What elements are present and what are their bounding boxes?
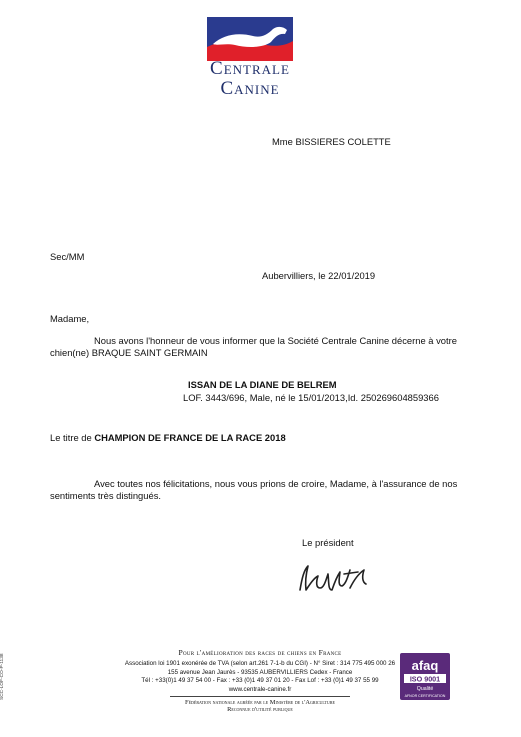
reference-code: Sec/MM [50,251,85,262]
afaq-badge-icon [400,653,450,700]
recipient-name: Mme BISSIERES COLETTE [272,136,391,147]
afaq-standard: ISO 9001 [409,674,441,684]
title-award: CHAMPION DE FRANCE DE LA RACE 2018 [94,432,286,443]
afaq-brand: afaq [411,658,439,673]
signature-image [292,560,374,598]
intro-line-1: Nous avons l'honneur de vous informer que la Société Centrale Canine décerne à votre [94,335,457,346]
signatory-title: Le président [302,537,354,548]
dog-name: ISSAN DE LA DIANE DE BELREM [188,379,337,390]
document-side-code: SCC-LOF-CO-P-1138 [0,653,5,700]
dog-details: LOF. 3443/696, Male, né le 15/01/2013,Id. 250269604859366 [183,392,439,403]
afaq-label: Qualité [416,686,434,692]
footer-line-2: 155 avenue Jean Jaurès - 93535 AUBERVILLIERS Cedex - France [167,669,353,676]
title-line [50,432,286,443]
footer-public-utility: Reconnue d'utilité publique [227,706,293,713]
logo-text-line1: Centrale [210,58,290,79]
footer-website[interactable]: www.centrale-canine.fr [228,686,292,693]
logo-text-line2: Canine [220,78,280,99]
footer-line-1: Association loi 1901 exonérée de TVA (selon art.261 7-1-b du CGI) - N° Siret : 314 775 495 000 26 [124,660,396,667]
place-date: Aubervilliers, le 22/01/2019 [262,270,376,281]
salutation: Madame, [50,313,90,324]
footer-divider [170,696,350,697]
closing-line-1: Avec toutes nos félicitations, nous vous prions de croire, Madame, à l'assurance de nos [94,478,458,489]
intro-line-2: chien(ne) BRAQUE SAINT GERMAIN [50,347,208,358]
title-prefix: Le titre de [50,432,92,443]
closing-line-2: sentiments très distingués. [50,490,161,501]
footer-federation: Fédération nationale agréée par le Ministère de l'Agriculture [185,699,335,706]
afaq-org: AFNOR CERTIFICATION [404,694,446,698]
footer-line-3: Tél : +33(0)1 49 37 54 00 - Fax : +33 (0)1 49 37 01 20 - Fax Lof : +33 (0)1 49 37 55 99 [141,677,379,684]
footer-title: Pour l'amélioration des races de chiens en France [178,648,342,657]
afaq-certification-badge [400,653,450,700]
centrale-canine-logo [207,17,293,61]
